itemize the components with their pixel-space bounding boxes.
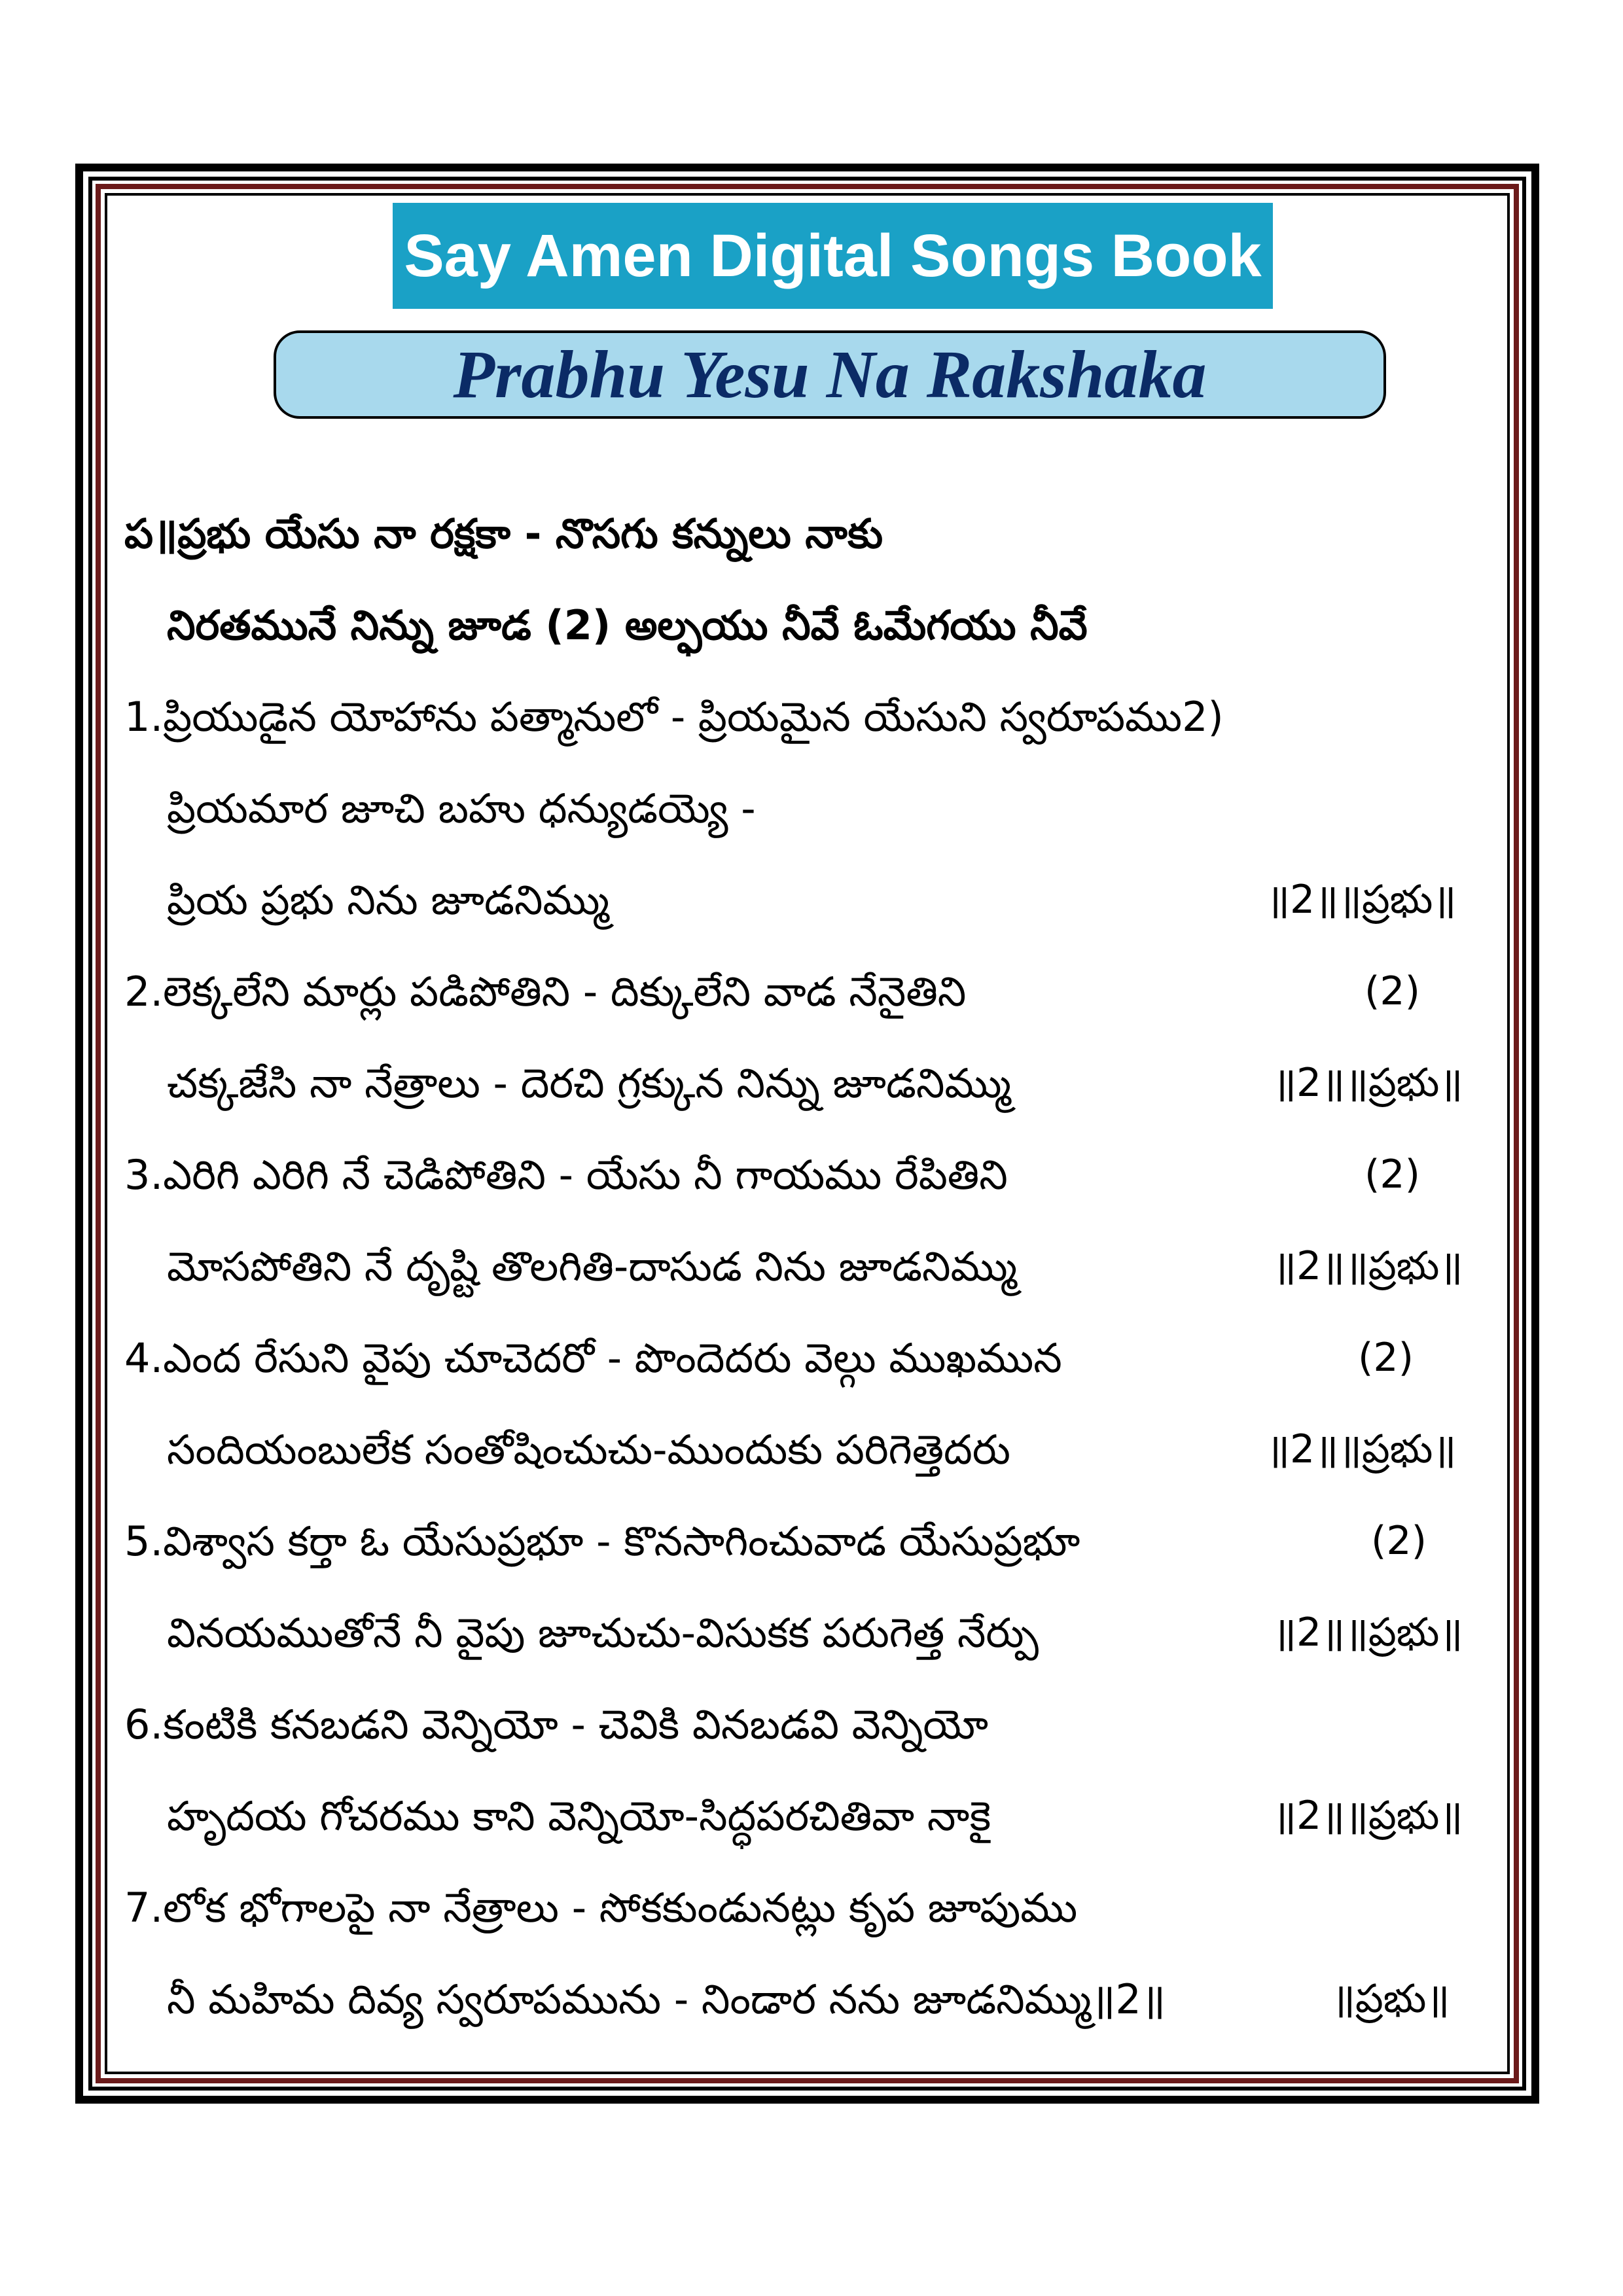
repeat-marker: (2) [1364,1152,1420,1197]
verse-6-line-1: 6.కంటికి కనబడని వెన్నియో - చెవికి వినబడవి వెన్నియో [124,1701,988,1748]
book-title: Say Amen Digital Songs Book [393,203,1273,309]
verse-2-line-2: చక్కజేసి నా నేత్రాలు - దెరచి గ్రక్కున నిన్ను జూడనిమ్ము [167,1059,1011,1107]
refrain-marker: ॥2॥॥ప్రభు॥ [1273,1610,1463,1655]
repeat-marker: (2) [1371,1518,1427,1564]
verse-7-line-1: 7.లోక భోగాలపై నా నేత్రాలు - సోకకుండునట్లు కృప జూపుము [124,1884,1078,1932]
repeat-marker: (2) [1364,968,1420,1014]
verse-5-line-2: వినయముతోనే నీ వైపు జూచుచు-విసుకక పరుగెత్త నేర్పు [167,1609,1039,1657]
verse-3-line-1: 3.ఎరిగి ఎరిగి నే చెడిపోతిని - యేసు నీ గాయము రేపితిని [124,1151,1008,1199]
verse-4-line-1: 4.ఎంద రేసుని వైపు చూచెదరో - పొందెదరు వెల్గు ముఖమున [124,1334,1062,1382]
pallavi-line-2: నిరతమునే నిన్ను జూడ (2) అల్ఫయు నీవే ఓమేగయు నీవే [167,601,1088,649]
pallavi-line-1: ప॥ప్రభు యేసు నా రక్షకా - నొసగు కన్నులు నాకు [124,510,883,557]
refrain-marker: ॥2॥॥ప్రభు॥ [1273,1243,1463,1289]
refrain-marker: ॥2॥॥ప్రభు॥ [1266,1426,1457,1472]
song-title: Prabhu Yesu Na Rakshaka [274,330,1386,419]
refrain-marker: ॥2॥॥ప్రభు॥ [1266,877,1457,923]
refrain-marker: ॥ప్రభు॥ [1332,1976,1450,2022]
repeat-marker: (2) [1358,1335,1414,1381]
verse-6-line-2: హృదయ గోచరము కాని వెన్నియో-సిద్ధపరచితివా నాకై [167,1792,991,1840]
verse-5-line-1: 5.విశ్వాస కర్తా ఓ యేసుప్రభూ - కొనసాగించువాడ యేసుప్రభూ [124,1517,1080,1565]
verse-1-line-2: ప్రియమార జూచి బహు ధన్యుడయ్యె - [167,785,756,832]
verse-1-line-1: 1.ప్రియుడైన యోహాను పత్మానులో - ప్రియమైన యేసుని స్వరూపము2) [124,693,1224,741]
verse-1-line-3: ప్రియ ప్రభు నిను జూడనిమ్ము [167,876,609,924]
verse-2-line-1: 2.లెక్కలేని మార్లు పడిపోతిని - దిక్కులేని వాడ నేనైతిని [124,968,967,1016]
verse-3-line-2: మోసపోతిని నే దృష్టి తొలగితి-దాసుడ నిను జూడనిమ్ము [167,1243,1018,1290]
verse-4-line-2: సందియంబులేక సంతోషించుచు-ముందుకు పరిగెత్తెదరు [167,1426,1010,1474]
verse-7-line-2: నీ మహిమ దివ్య స్వరూపమును - నిండార నను జూడనిమ్ము॥2॥ [167,1975,1166,2023]
refrain-marker: ॥2॥॥ప్రభు॥ [1273,1060,1463,1106]
refrain-marker: ॥2॥॥ప్రభు॥ [1273,1793,1463,1839]
